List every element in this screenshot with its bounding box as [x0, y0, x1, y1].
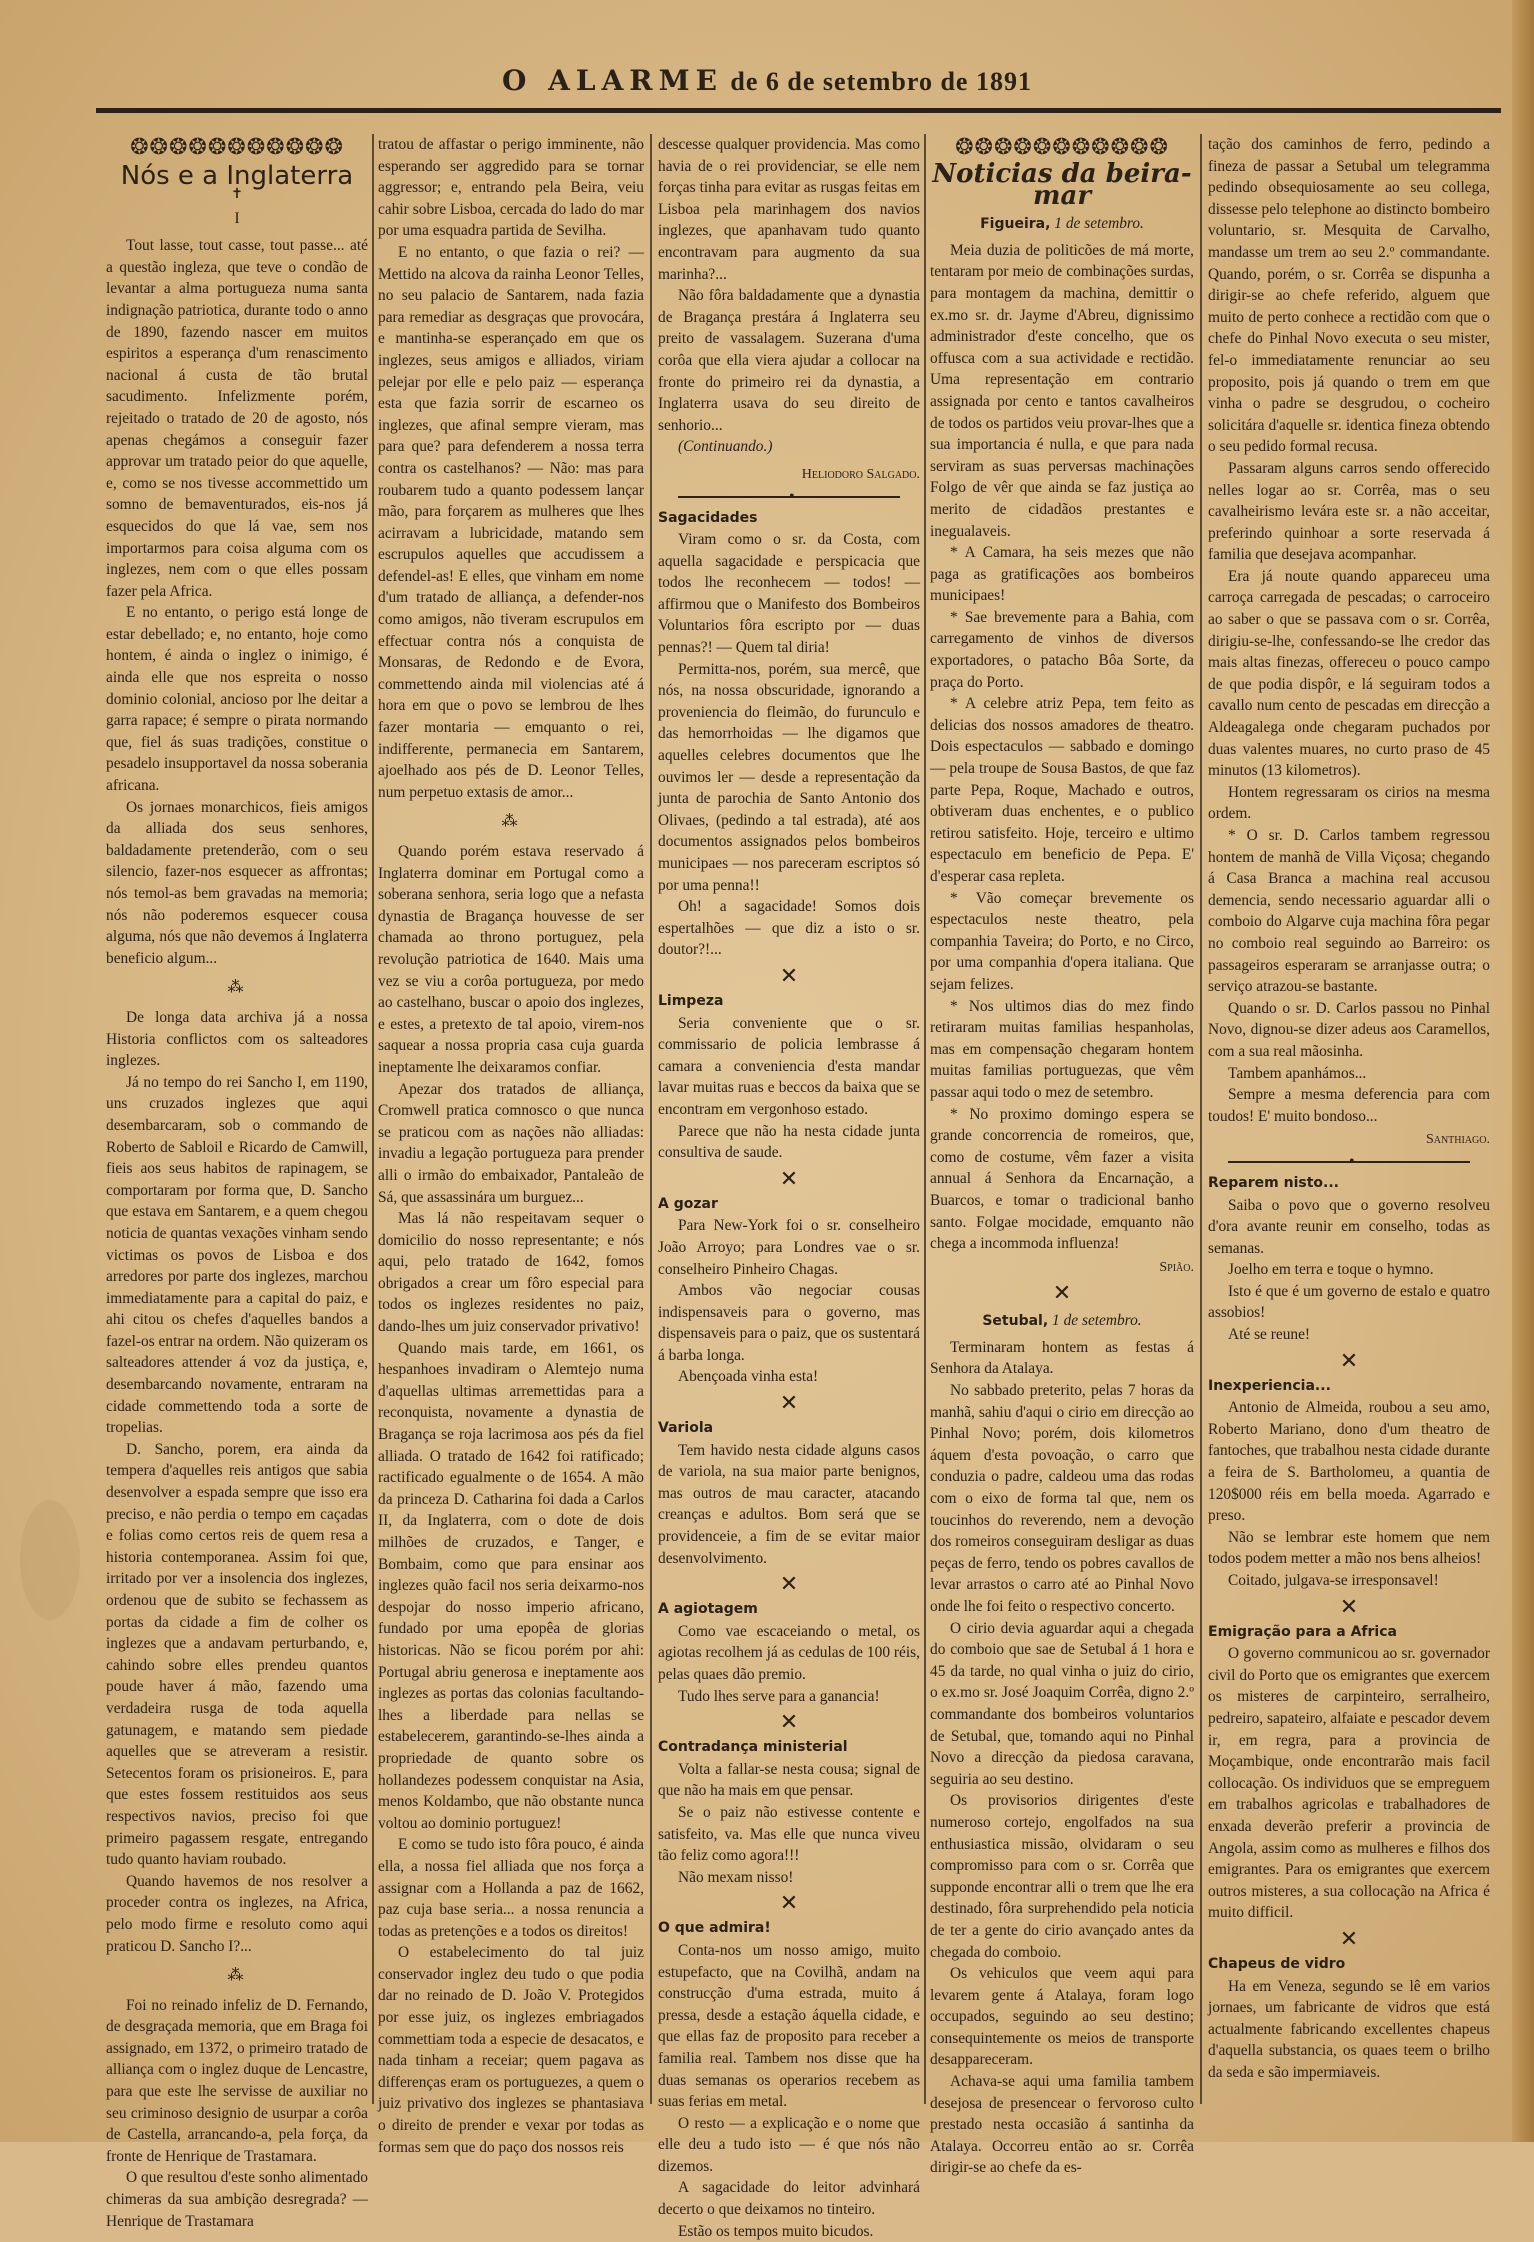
paper-stain	[20, 1500, 80, 1620]
paragraph: Os jornaes monarchicos, fieis amigos da alliada dos seus senhores, baldadamente pretenderão, com o seu silencio, fazer-nos esquecer as affrontas; nós temol-as bem gravadas na memoria; nós não poderemos esquecer cousa alguma, nós que não devemos á Inglaterra beneficio algum...	[106, 798, 368, 967]
paragraph: * O sr. D. Carlos tambem regressou hontem de manhã de Villa Viçosa; chegando á Casa Branca a machina real accusou demencia, sendo necessario aguardar alli o comboio do Algarve cuja machina fôra pegar no comboio real seguindo ao Barreiro: os passageiros esperaram se arranjasse outra; o serviço atrazou-se bastante.	[1208, 827, 1490, 996]
cross-separator: ✕	[1339, 1593, 1359, 1619]
paragraph: Era já noute quando appareceu uma carroça carregada de pescadas; o carroceiro ao saber o que se passava com o sr. Corrêa, dirigiu-se-lhe, confessando-se lhe credor das mais altas finezas, offereceu o pouco campo de que podia dispôr, e lá seguiram todos a cavallo num cento de pescadas em direcção a Aldeagalega onde chegaram puchados por duas valentes muares, no curto praso de 45 minutos (13 kilometros).	[1208, 567, 1490, 780]
paragraph: Foi no reinado infeliz de D. Fernando, de desgraçada memoria, que em Braga foi assignado, em 1372, o primeiro tratado de alliança com o inglez duque de Lencastre, para que este lhe servisse de auxiliar no seu criminoso designio de usurpar a corôa de Castella, arrancando-a, pela força, da fronte de Henrique de Trastamara.	[106, 1996, 368, 2165]
column-4	[930, 134, 1194, 2177]
author-signature: Spião.	[1159, 1259, 1194, 1275]
paragraph: Os vehiculos que veem aqui para levarem gente á Atalaya, foram logo occupados, seguindo ao seu destino; consequintemente os meios de transporte desappareceram.	[930, 1965, 1194, 2069]
section-title-o-que-admira: O que admira!	[658, 1920, 771, 1937]
paragraph: A sagacidade do leitor advinhará decerto o que deixamos no tinteiro.	[658, 2179, 920, 2219]
cross-separator: ✕	[779, 1890, 799, 1916]
continuation-note: (Continuando.)	[678, 438, 773, 456]
cross-separator: ✕	[779, 1709, 799, 1735]
dateline-place: Figueira,	[980, 216, 1051, 233]
dateline-place: Setubal,	[982, 1313, 1049, 1330]
paragraph: E no entanto, o que fazia o rei? — Mettido na alcova da rainha Leonor Telles, no seu palacio de Santarem, nada fazia para remediar as desgraças que provocára, e mantinha-se esperançado em que os inglezes, seus amigos e alliados, viriam pelejar por elle e pelo paiz — esperança esta que fazia sorrir de escarneo os inglezes, que afinal sempre vieram, mas para que? para defenderem a nossa terra contra os castelhanos? — Não: mas para roubarem tudo a quanto podessem lançar mão, para forçarem as mulheres que lhes acirravam a lubricidade, matando sem escrupulos aquelles que accudissem a defendel-as! E elles, que vinham em nome d'um tratado de alliança, a defender-nos como amigos, não tiveram escrupulos em effectuar contra nós a conquista de Monsaras, de Redondo e de Evora, commettendo ainda mil violencias até á hora em que o povo se lembrou de lhes fazer montaria — emquanto o rei, indifferente, permanecia em Santarem, ajoelhado aos pés de D. Leonor Telles, num perpetuo extasis de amor...	[378, 243, 644, 801]
paragraph: D. Sancho, porem, era ainda da tempera d'aquelles reis antigos que sabia desenvolver a espada sempre que isso era preciso, e não perdia o tempo em caçadas e folias como certos reis de quem resa a historia contemporanea. Assim foi que, irritado por ver a insolencia dos inglezes, ordenou que de subito se fechassem as portas da cidade a fim de colher os inglezes que a andavam perturbando, e, cahindo sobre elles prendeu quantos poude haver á mão, fazendo uma verdadeira rusga de toda aquella gatunagem, e matando sem piedade aquelles que se atreveram a resistir. Setecentos foram os prisioneiros. E, para que estes fossem restituidos aos seus respectivos navios, preciso foi que primeiro pagassem resgate, entregando tudo quanto haviam roubado.	[106, 1440, 368, 1869]
section-title-a-gozar: A gozar	[658, 1195, 718, 1212]
paragraph: * Vão começar brevemente os espectaculos neste theatro, pela companhia Taveira; do Porto, e no Circo, por uma companhia d'opera italiana. Que sejam felizes.	[930, 889, 1194, 993]
article-headline: Nós e a Inglaterra	[120, 161, 354, 191]
paragraph: Para New-York foi o sr. conselheiro João Arroyo; para Londres vae o sr. conselheiro Pinheiro Chagas.	[658, 1217, 920, 1278]
section-divider	[1228, 1161, 1470, 1163]
dateline	[930, 213, 1194, 236]
column-3	[658, 134, 920, 2240]
paragraph: De longa data archiva já a nossa Historia conflictos com os salteadores inglezes.	[106, 1008, 368, 1070]
section-title-inexperiencia: Inexperiencia...	[1208, 1377, 1331, 1394]
column-rule	[650, 134, 652, 2104]
paragraph: Sempre a mesma deferencia para com toudos! E' muito bondoso...	[1208, 1086, 1490, 1125]
masthead	[0, 64, 1534, 97]
column-5	[1208, 134, 1490, 2114]
dateline	[930, 1310, 1194, 1333]
paragraph: Tout lasse, tout casse, tout passe... até a questão ingleza, que teve o condão de levantar a alma portugueza numa santa indignação patriotica, durante todo o anno de 1890, fazendo nascer em muitos espiritos a esperança d'um renascimento nacional á custa de tão brutal sacudimento. Infelizmente porém, rejeitado o tratado de 20 de agosto, nós apenas chegámos a conseguir fazer approvar um tratado peior do que aquelle, e, como se nos tivesse accommettido um somno de bemaventurados, eis-nos já esquecidos do que lá vae, sem nos importarmos para coisa alguma com os inglezes, nem com o que elles possam fazer pela Africa.	[106, 237, 368, 600]
paragraph: Hontem regressaram os cirios na mesma ordem.	[1208, 783, 1490, 823]
page-edge	[1512, 0, 1534, 2142]
paragraph: Tudo lhes serve para a ganancia!	[678, 1687, 880, 1705]
paragraph: O governo communicou ao sr. governador civil do Porto que os emigrantes que exercem os misteres de carpinteiro, serralheiro, pedreiro, sapateiro, alfaiate e pescador devem ir, em regra, para a provincia de Moçambique, onde encontrarão mais facil collocação. Os individuos que se empreguem em trabalhos agricolas e trabalhadores de enxada deverão preferir a provincia de Angola, assim como as mulheres e filhos dos emigrantes. Para os emigrantes que exercem outros misteres, a sua collocação na Africa é muito difficil.	[1208, 1645, 1490, 1922]
author-signature: Santhiago.	[1425, 1132, 1490, 1148]
paragraph: Passaram alguns carros sendo offerecido nelles logar ao sr. Corrêa, mas o seu cavalheirismo levára este sr. a não acceitar, preferindo quinhoar a sorte reservada á familia que desejava acompanhar.	[1208, 459, 1490, 564]
paragraph: tratou de affastar o perigo imminente, não esperando ser aggredido para se tornar aggressor; e, entrando pela Beira, veiu cahir sobre Lisboa, cercada do lado do mar por uma esquadra partida de Sevilha.	[378, 136, 644, 240]
column-rule	[372, 134, 374, 2104]
top-rule	[96, 108, 1501, 113]
paragraph: Isto é que é um governo de estalo e quatro assobios!	[1208, 1282, 1490, 1322]
paragraph: Seria conveniente que o sr. commissario de policia lembrasse á camara a conveniencia d'esta mandar lavar muitas ruas e beccos da baixa que se encontram em vergonhoso estado.	[658, 1014, 920, 1118]
cross-separator: ✕	[1052, 1280, 1072, 1306]
paragraph: Parece que não ha nesta cidade junta consultiva de saude.	[658, 1122, 920, 1162]
paragraph: E como se tudo isto fôra pouco, é ainda ella, a nossa fiel alliada que nos força a assignar com a Hollanda a paz de 1662, paz cuja base seria... a nossa renuncia a todas as pretenções e a todos os direitos!	[378, 1836, 644, 1940]
paragraph: Tem havido nesta cidade alguns casos de variola, na sua maior parte benignos, mas outros de mau caracter, atacando creanças e adultos. Bom será que se providenceie, a fim de se evitar maior desenvolvimento.	[658, 1441, 920, 1567]
paragraph: Ambos vão negociar cousas indispensaveis para o governo, mas dispensaveis para o paiz, que os sustentará á barba longa.	[658, 1282, 920, 1364]
paragraph: descesse qualquer providencia. Mas como havia de o rei providenciar, se elle nem forças tinha para evitar as rusgas feitas em Lisboa pela marinhagem dos navios inglezes, que apanhavam tudo quanto encontravam para augmento da sua marinha?...	[658, 136, 920, 283]
paragraph: Como vae escaceiando o metal, os agiotas recolhem já as cedulas de 100 réis, pelas quaes dão premio.	[658, 1622, 920, 1683]
author-signature: Heliodoro Salgado.	[801, 466, 920, 482]
paragraph: O estabelecimento do tal juiz conservador inglez deu tudo o que podia dar no reinado de D. João V. Protegidos por esse juiz, os inglezes embriagados commettiam toda a especie de desacatos, e nada tinham a receiar; quem pagava as differenças eram os portuguezes, a quem o juiz privativo dos inglezes se phantasiava o direito de prender e vexar por todas as formas sem que do paço dos nossos reis	[378, 1944, 644, 2156]
paragraph: Permitta-nos, porém, sua mercê, que nós, na nossa obscuridade, ignorando a proveniencia do fleimão, do furunculo e das hemorrhoidas — lhe digamos que aquelles celebres documentos que lhe ouvimos ler — desde a representação da junta de parochia de Santo Antonio dos Olivaes, (pedindo a tal estrada), até aos documentos assignados pelos bombeiros municipaes — nos pareceram escriptos só por uma penna!!	[658, 660, 920, 894]
column-rule	[1200, 134, 1202, 2104]
paragraph: * Sae brevemente para a Bahia, com carregamento de vinhos de diversos exportadores, o patacho Bôa Sorte, da praça do Porto.	[930, 608, 1194, 691]
asterism: ⁂	[227, 979, 247, 997]
section-title-agiotagem: A agiotagem	[658, 1601, 758, 1618]
paragraph: Quando o sr. D. Carlos passou no Pinhal Novo, dignou-se dizer adeus aos Caramellos, com a sua real mãosinha.	[1208, 999, 1490, 1060]
paragraph: * No proximo domingo espera se grande concorrencia de romeiros, que, como de costume, vêm fazer a visita annual á Senhora da Encarnação, a Buarcos, e tomar o tradicional banho santo. Folgae mocidade, emquanto não chega a incommoda influenza!	[930, 1105, 1194, 1253]
cross-separator: ✕	[1339, 1347, 1359, 1373]
cross-separator: ✕	[779, 1390, 799, 1416]
ornament-border: ❂❂❂❂❂❂❂❂❂❂❂	[955, 134, 1169, 159]
paragraph: Quando mais tarde, em 1661, os hespanhoes invadiram o Alemtejo numa d'aquellas ultimas arremettidas para a reconquista, novamente a dynastia de Bragança se roja lacrimosa aos pés da fiel alliada. O tratado de 1642 foi ratificado; ractificado egualmente o de 1654. A mão da princeza D. Catharina foi dada a Carlos II, da Inglaterra, com o dote de dois milhões de cruzados, e Tanger, e Bombaim, como que para ensinar aos inglezes quão facil nos seria deixarmo-nos despojar do nosso imperio africano, fundado por uma epopêa de glorias historicas. Não se ficou porém por ahi: Portugal abriu generosa e ineptamente aos inglezes as portas das colonias facultando-lhes a liberdade para nellas se estabelecerem, garantindo-se-lhes ainda a propriedade de quanto sobre os hollandezes podessem conquistar na Asia, menos Koldambo, que não obstante nunca voltou ao dominio portuguez!	[378, 1339, 644, 1832]
section-number: I	[234, 209, 240, 227]
asterism: ⁂	[501, 813, 521, 831]
section-title-variola: Variola	[658, 1420, 714, 1437]
paragraph: No sabbado preterito, pelas 7 horas da manhã, sahiu d'aqui o cirio em direcção ao Pinhal Novo; porém, dois kilometros áquem d'esta povoação, o carro que conduzia o padre, caldeou uma das rodas com o eixo de forma tal que, nem os toucinhos do reverendo, nem a devoção dos romeiros conseguiram desligar as duas peças de ferro, tendo os pobres cavallos de levar arrastos o carro até ao Pinhal Novo onde lhe foi feito o respectivo concerto.	[930, 1382, 1194, 1615]
paragraph: Meia duzia de politicões de má morte, tentaram por meio de combinações surdas, para montagem da machina, demittir o ex.mo sr. dr. Jayme d'Abreu, dignissimo administrador d'este concelho, que os offusca com a sua actividade e rectidão. Uma representação em contrario assignada por cento e tantos cavalheiros de todos os partidos veiu provar-lhes que a sua importancia é nulla, e que para nada serviram as suas perversas machinações Folgo de vêr que ainda se faz justiça ao merito de cidadãos prestantes e inegualaveis.	[930, 241, 1194, 540]
issue-date: de 6 de setembro de 1891	[730, 67, 1032, 96]
paragraph: O cirio devia aguardar aqui a chegada do comboio que sae de Setubal á 1 hora e 45 da tarde, no qual vinha o juiz do cirio, o ex.mo sr. José Joaquim Corrêa, digno 2.º commandante dos bombeiros voluntarios de Setubal, que, tomando aqui no Pinhal Novo a direcção da piedosa caravana, seguiria ao seu destino.	[930, 1619, 1194, 1788]
column-2	[378, 134, 644, 2156]
newspaper-title: O ALARME	[502, 64, 723, 97]
paragraph: Volta a fallar-se nesta cousa; signal de que não ha mais em que pensar.	[658, 1760, 920, 1800]
paragraph: Joelho em terra e toque o hymno.	[1228, 1261, 1434, 1279]
paragraph: Ha em Veneza, segundo se lê em varios jornaes, um fabricante de vidros que está actualmente fabricando excellentes chapeus d'aquella substancia, os quaes teem o brilho da seda e são impermiaveis.	[1208, 1977, 1490, 2081]
section-title-emigracao: Emigração para a Africa	[1208, 1623, 1397, 1640]
paragraph: Apezar dos tratados de alliança, Cromwell pratica comnosco o que nunca se praticou com as nações não alliadas: invadiu a legação portugueza para prender alli o irmão do embaixador, Pantaleão de Sá, que assassinára um burguez...	[378, 1080, 644, 1206]
paragraph: Coitado, julgava-se irresponsavel!	[1228, 1572, 1439, 1589]
paragraph: Não fôra baldadamente que a dynastia de Bragança prestára á Inglaterra seu preito de vassalagem. Suzerana d'uma corôa que ella viera ajudar a collocar na fronte do primeiro rei da dynastia, a Inglaterra usava do seu direito de senhorio...	[658, 287, 920, 434]
paragraph: Viram como o sr. da Costa, com aquella sagacidade e perspicacia que todos lhe reconhecem — todos! — affirmou que o Manifesto dos Bombeiros Voluntarios fôra escripto por — duas pennas?! — Quem tal diria!	[658, 531, 920, 657]
paragraph: Oh! a sagacidade! Somos dois espertalhões — que diz a isto o sr. doutor?!...	[658, 898, 920, 959]
section-title-sagacidades: Sagacidades	[658, 509, 758, 526]
paragraph: * A Camara, ha seis mezes que não paga as gratificações aos bombeiros municipaes!	[930, 544, 1194, 605]
paragraph: O que resultou d'este sonho alimentado chimeras da sua ambição desregrada? — Henrique de Trastamara	[106, 2169, 368, 2230]
paragraph: Mas lá não respeitavam sequer o domicilio do nosso representante; e nós aqui, pelo tratado de 1642, fomos obrigados a crear um fôro especial para todos os inglezes residentes no paiz, dando-lhes um juiz conservador privativo!	[378, 1210, 644, 1336]
column-rule	[924, 134, 926, 2104]
cross-separator: ✕	[779, 1165, 799, 1191]
paragraph: Até se reune!	[1228, 1326, 1311, 1344]
article-headline: Noticias da beira-mar	[932, 159, 1192, 211]
section-title-reparem: Reparem nisto...	[1208, 1174, 1339, 1191]
cross-separator: ✕	[779, 1571, 799, 1597]
cross-separator: ✕	[1339, 1925, 1359, 1951]
column-1	[106, 134, 368, 2230]
paragraph: Abençoada vinha esta!	[678, 1368, 819, 1386]
paragraph: Achava-se aqui uma familia tambem desejosa de presencear o fervoroso culto prestado nesta occasião á santinha da Atalaya. Occorreu então ao sr. Corrêa dirigir-se ao chefe da es-	[930, 2073, 1194, 2177]
section-title-chapeus: Chapeus de vidro	[1208, 1955, 1346, 1972]
paragraph: Estão os tempos muito bicudos.	[678, 2222, 874, 2240]
paragraph: Conta-nos um nosso amigo, muito estupefacto, que na Covilhã, andam na construcção d'uma estrada, muito á pressa, desde a estação áquella cidade, e que ellas faz de proposito para receber a familia real. Tambem nos disse que ha duas semanas os operarios recebem as suas ferias em metal.	[658, 1941, 920, 2111]
paragraph: Tambem apanhámos...	[1228, 1064, 1367, 1082]
cross-separator: ✕	[779, 962, 799, 988]
paragraph: Terminaram hontem as festas á Senhora da Atalaya.	[930, 1338, 1194, 1378]
ornament-border: ❂❂❂❂❂❂❂❂❂❂❂	[130, 134, 344, 159]
dateline-date: 1 de setembro.	[1052, 1312, 1142, 1330]
paragraph: tação dos caminhos de ferro, pedindo a fineza de passar a Setubal um telegramma pedindo obsequiosamente ao seu collega, dissesse pelo telephone ao distincto bombeiro voluntario, sr. Mesquita de Carvalho, mandasse um trem ao seu 2.º commandante. Quando, porém, o sr. Corrêa se dispunha a dirigir-se ao chefe referido, alguem que muito de perto conhece a rectidão com que o chefe do Pinhal Novo executa o seu mister, fel-o immediatamente renunciar ao seu proposito, pois já quando o trem em que vinha o padre se desgrudou, o cocheiro solicitára d'aquelle sr. identica fineza obtendo o seu pedido formal recusa.	[1208, 136, 1490, 456]
paragraph: Quando porém estava reservado á Inglaterra dominar em Portugal como a soberana senhora, seria logo que a nefasta dynastia de Bragança houvesse de ser chamada ao throno portuguez, pela revolução patriotica de 1640. Mais uma vez se viu a corôa portugueza, por medo ao castelhano, buscar o apoio dos inglezes, e estes, a pretexto de tal apoio, virem-nos saquear a nossa propria casa cuja guarda ineptamente lhe deixaramos confiar.	[378, 843, 644, 1076]
dateline-date: 1 de setembro.	[1054, 215, 1144, 233]
paragraph: Quando havemos de nos resolver a proceder contra os inglezes, na Africa, pelo modo firme e resoluto como aqui praticou D. Sancho I?...	[106, 1872, 368, 1955]
paragraph: E no entanto, o perigo está longe de estar debellado; e, no entanto, hoje como hontem, é ainda o inglez o inimigo, é ainda elle que nos espreita o nosso dominio colonial, ancioso por lhe deitar a garra rapace; é sempre o pirata normando que, fiel ás suas tradições, constitue o pesadelo insupportavel da nossa soberania africana.	[106, 604, 368, 795]
paragraph: Não mexam nisso!	[678, 1868, 794, 1886]
asterism: ⁂	[227, 1967, 247, 1985]
section-title-limpeza: Limpeza	[658, 992, 724, 1009]
section-divider	[678, 496, 900, 498]
paragraph: Os provisorios dirigentes d'este numeroso cortejo, engolfados na sua enthusiastica missão, olvidaram o seu compromisso para com o sr. Corrêa que supponde encontrar alli o trem que lhe era destinado, fôra surprehendido pela noticia de ter a gente do cirio avançado antes da chegada do comboio.	[930, 1792, 1194, 1961]
paragraph: Antonio de Almeida, roubou a seu amo, Roberto Mariano, dono d'um theatro de fantoches, que trabalhou nesta cidade durante a feira de S. Bartholomeu, a quantia de 120$000 réis em bella moeda. Agarrado e preso.	[1208, 1399, 1490, 1525]
cross-ornament: ✝	[231, 186, 243, 202]
paragraph: Saiba o povo que o governo resolveu d'ora avante reunir em conselho, todas as semanas.	[1208, 1196, 1490, 1257]
paragraph: * Nos ultimos dias do mez findo retiraram muitas familias hespanholas, mas em compensação chegaram hontem muitas familias portuguezas, que vêm passar aqui todo o mez de setembro.	[930, 997, 1194, 1101]
paragraph: O resto — a explicação e o nome que elle deu a tudo isto — é que nós não dizemos.	[658, 2114, 920, 2175]
paragraph: Já no tempo do rei Sancho I, em 1190, uns cruzados inglezes que aqui desembarcaram, sob o commando de Roberto de Sabloil e Ricardo de Camwill, fieis aos seus habitos de rapinagem, se comportaram por forma que, D. Sancho que estava em Santarem, e a quem chegou noticia de quantas vexações vinham sendo victimas os povos de Lisboa e dos arredores por parte dos inglezes, marchou immediatamente para a capital do paiz, e ahi citou os chefes d'aquelles bandos a fazel-os entrar na ordem. Não quizeram os salteadores attender á voz da justiça, e, desembarcando novamente, entraram na cidade commettendo toda a sorte de tropelias.	[106, 1073, 368, 1437]
paragraph: * A celebre atriz Pepa, tem feito as delicias dos nossos amadores de theatro. Dois espectaculos — sabbado e domingo — pela troupe de Sousa Bastos, de que faz parte Pepa, Roque, Machado e outros, obtiveram duas enchentes, e o publico retirou satisfeito. Hoje, terceiro e ultimo espectaculo em beneficio de Pepa. E' d'esperar casa repleta.	[930, 695, 1194, 885]
paragraph: Se o paiz não estivesse contente e satisfeito, va. Mas elle que nunca viveu tão feliz como agora!!!	[658, 1803, 920, 1865]
section-title-contradanca: Contradança ministerial	[658, 1739, 848, 1756]
paragraph: Não se lembrar este homem que nem todos podem metter a mão nos bens alheios!	[1208, 1528, 1490, 1568]
